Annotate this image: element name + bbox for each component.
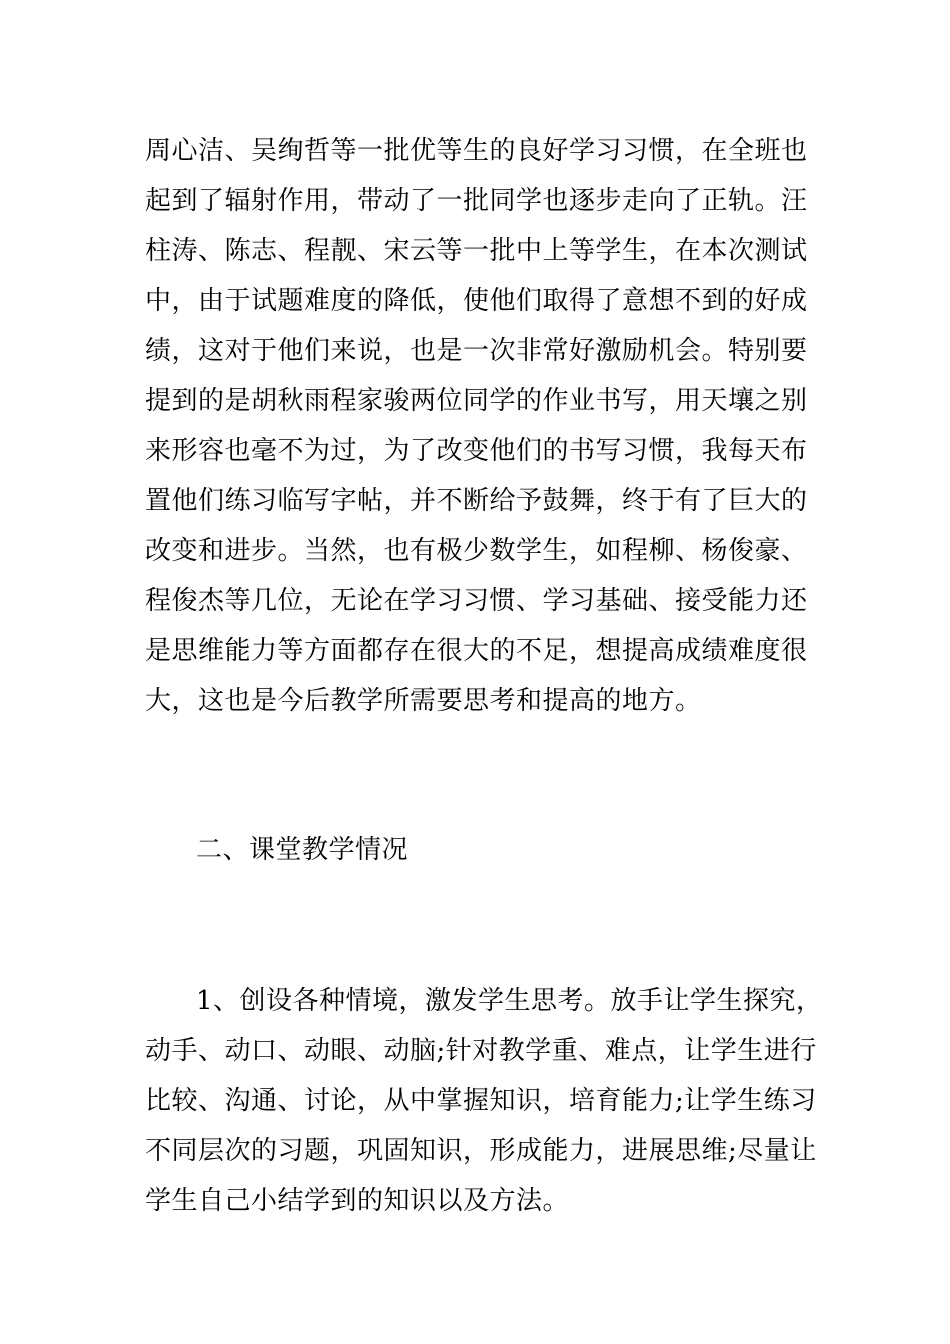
paragraph-1-line: 柱涛、陈志、程靓、宋云等一批中上等学生，在本次测试 — [145, 236, 808, 266]
paragraph-1-line: 周心洁、吴绚哲等一批优等生的良好学习习惯，在全班也 — [145, 136, 808, 166]
paragraph-2-line: 比较、沟通、讨论，从中掌握知识，培育能力;让学生练习 — [145, 1086, 817, 1116]
paragraph-2-line: 学生自己小结学到的知识以及方法。 — [145, 1186, 570, 1216]
paragraph-1-line: 中，由于试题难度的降低，使他们取得了意想不到的好成 — [145, 286, 808, 316]
paragraph-2-line: 不同层次的习题，巩固知识，形成能力，进展思维;尽量让 — [145, 1136, 817, 1166]
paragraph-1-line: 大，这也是今后教学所需要思考和提高的地方。 — [145, 686, 702, 716]
paragraph-1-line: 来形容也毫不为过，为了改变他们的书写习惯，我每天布 — [145, 436, 808, 466]
paragraph-1-line: 绩，这对于他们来说，也是一次非常好激励机会。特别要 — [145, 336, 808, 366]
paragraph-1-line: 提到的是胡秋雨程家骏两位同学的作业书写，用天壤之别 — [145, 386, 808, 416]
paragraph-1-line: 置他们练习临写字帖，并不断给予鼓舞，终于有了巨大的 — [145, 486, 808, 516]
paragraph-1-line: 程俊杰等几位，无论在学习习惯、学习基础、接受能力还 — [145, 586, 808, 616]
paragraph-2-line: 动手、动口、动眼、动脑;针对教学重、难点，让学生进行 — [145, 1036, 817, 1066]
paragraph-2-line: 1、创设各种情境，激发学生思考。放手让学生探究， — [196, 986, 823, 1016]
paragraph-1-line: 是思维能力等方面都存在很大的不足，想提高成绩难度很 — [145, 636, 808, 666]
paragraph-1-line: 起到了辐射作用，带动了一批同学也逐步走向了正轨。汪 — [145, 186, 808, 216]
paragraph-1-line: 改变和进步。当然，也有极少数学生，如程柳、杨俊豪、 — [145, 536, 808, 566]
section-heading: 二、课堂教学情况 — [196, 835, 409, 865]
